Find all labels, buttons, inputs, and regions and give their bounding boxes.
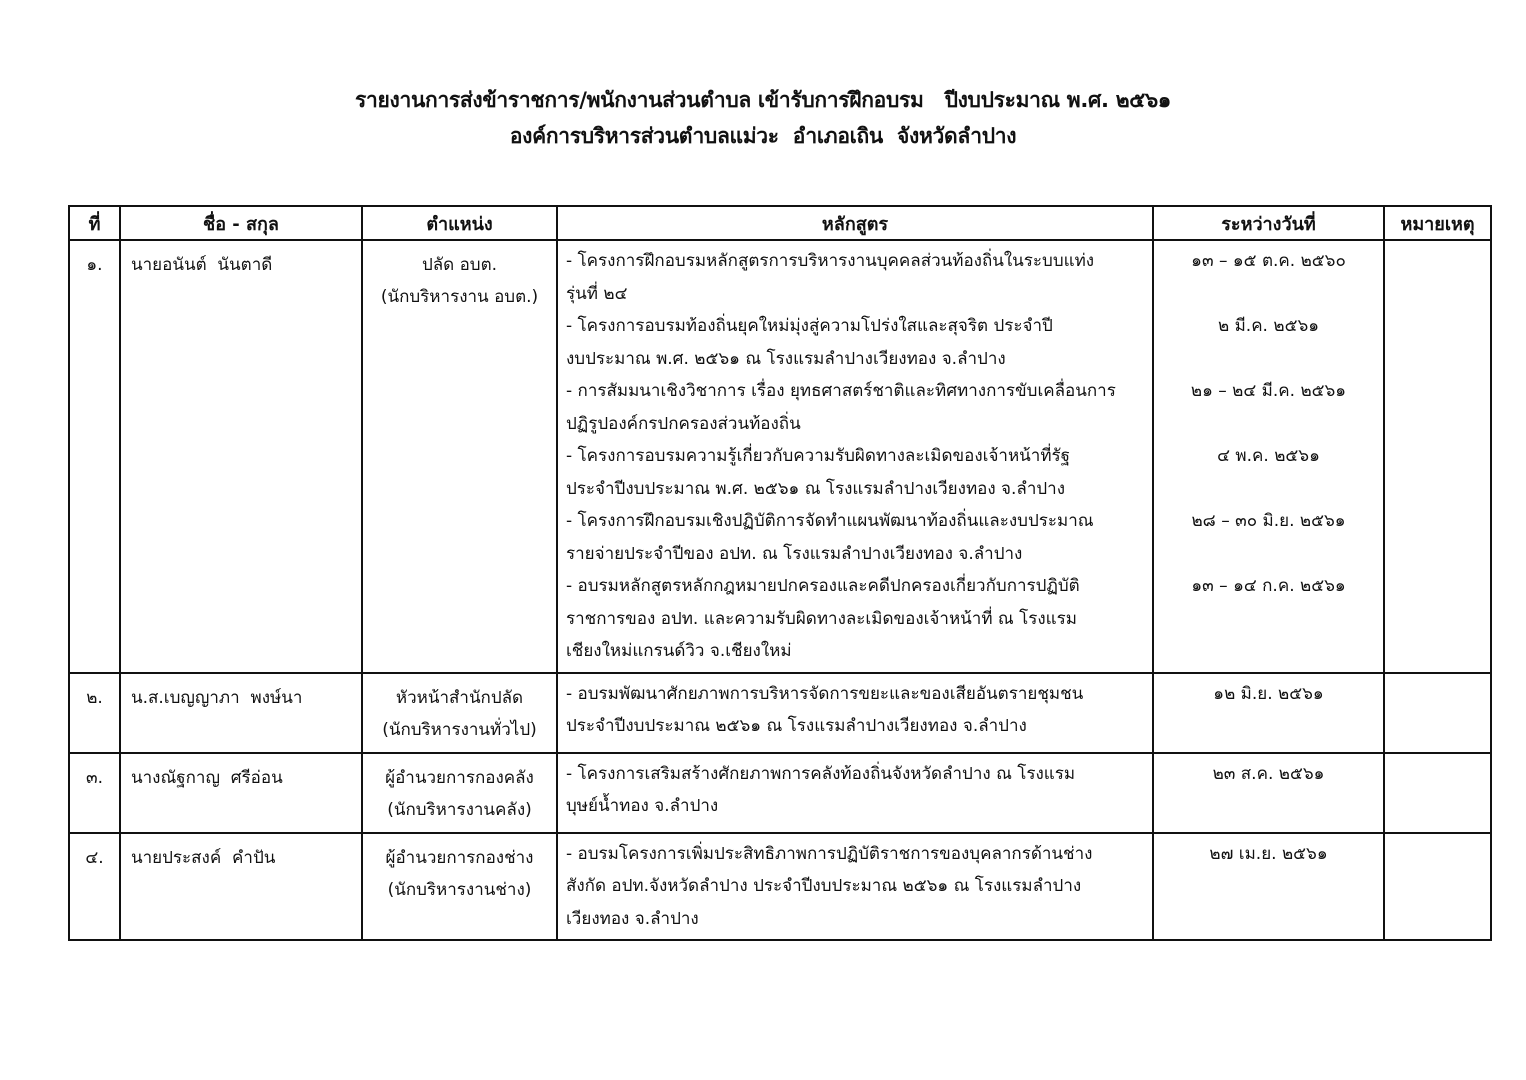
course-line: - โครงการฝึกอบรมเชิงปฏิบัติการจัดทำแผนพัฒนาท้องถิ่นและงบประมาณ — [566, 511, 1094, 531]
note-cell — [1384, 833, 1491, 941]
position-line: ปลัด อบต. — [421, 255, 498, 275]
table-row — [69, 753, 1491, 833]
course-item — [566, 678, 1146, 743]
course-item — [566, 375, 1146, 440]
course-line: รุ่นที่ ๒๔ — [566, 283, 628, 304]
training-date: ๒ มี.ค. ๒๕๖๑ — [1217, 316, 1320, 336]
course-line: ประจำปีงบประมาณ พ.ศ. ๒๕๖๑ ณ โรงแรมลำปางเวียงทอง จ.ลำปาง — [566, 478, 1066, 499]
position-line: หัวหน้าสำนักปลัด — [395, 687, 524, 708]
date-item — [1158, 245, 1379, 310]
date-spacer — [1158, 343, 1379, 376]
person-name-cell — [120, 673, 362, 753]
training-report-table — [68, 205, 1492, 941]
date-item — [1158, 310, 1379, 375]
column-header-name: ชื่อ - สกุล — [120, 206, 362, 240]
person-name-cell — [120, 833, 362, 941]
date-spacer — [1158, 903, 1379, 936]
date-spacer — [1158, 408, 1379, 441]
course-item — [566, 758, 1146, 823]
person-name-cell — [120, 753, 362, 833]
table-row — [69, 833, 1491, 941]
date-spacer — [1158, 870, 1379, 903]
course-line: เชียงใหม่แกรนด์วิว จ.เชียงใหม่ — [566, 641, 792, 661]
course-line: เวียงทอง จ.ลำปาง — [566, 908, 699, 929]
training-date: ๑๒ มิ.ย. ๒๕๖๑ — [1213, 683, 1324, 704]
date-cell — [1153, 673, 1384, 753]
course-item — [566, 245, 1146, 310]
position-line: (นักบริหารงานคลัง) — [387, 799, 532, 820]
row-number-cell — [69, 240, 120, 673]
position-line: ผู้อำนวยการกองคลัง — [385, 767, 534, 788]
position-line: ผู้อำนวยการกองช่าง — [385, 847, 534, 868]
person-name: นางณัฐกาญ ศรีอ่อน — [131, 767, 283, 788]
note-cell — [1384, 673, 1491, 753]
course-cell — [557, 753, 1153, 833]
note-cell — [1384, 753, 1491, 833]
course-line: - อบรมโครงการเพิ่มประสิทธิภาพการปฏิบัติราชการของบุคลากรด้านช่าง — [566, 843, 1093, 864]
course-cell — [557, 833, 1153, 941]
date-cell — [1153, 833, 1384, 941]
date-item — [1158, 570, 1379, 668]
course-item — [566, 838, 1146, 936]
row-number: ๔. — [85, 847, 104, 868]
position-cell — [362, 240, 557, 673]
course-line: - การสัมมนาเชิงวิชาการ เรื่อง ยุทธศาสตร์ชาติและทิศทางการขับเคลื่อนการ — [566, 381, 1116, 401]
position-line: (นักบริหารงาน อบต.) — [380, 287, 539, 307]
table-row — [69, 673, 1491, 753]
course-line: - โครงการเสริมสร้างศักยภาพการคลังท้องถิ่นจังหวัดลำปาง ณ โรงแรม — [566, 763, 1076, 784]
training-date: ๔ พ.ค. ๒๕๖๑ — [1217, 446, 1320, 466]
course-line: - โครงการฝึกอบรมหลักสูตรการบริหารงานบุคคลส่วนท้องถิ่นในระบบแท่ง — [566, 251, 1095, 271]
course-line: ราชการของ อปท. และความรับผิดทางละเมิดของเจ้าหน้าที่ ณ โรงแรม — [566, 608, 1077, 629]
row-number: ๓. — [85, 767, 104, 788]
column-header-course: หลักสูตร — [557, 206, 1153, 240]
table-body — [69, 240, 1491, 940]
course-line: บุษย์น้ำทอง จ.ลำปาง — [566, 796, 719, 816]
date-spacer — [1158, 635, 1379, 668]
course-line: ปฏิรูปองค์กรปกครองส่วนท้องถิ่น — [566, 413, 801, 434]
course-cell — [557, 240, 1153, 673]
training-date: ๒๘ – ๓๐ มิ.ย. ๒๕๖๑ — [1191, 511, 1346, 531]
person-name: นายอนันต์ นันตาดี — [131, 255, 273, 275]
person-name: น.ส.เบญญาภา พงษ์นา — [131, 687, 303, 708]
date-item — [1158, 440, 1379, 505]
column-header-no: ที่ — [69, 206, 120, 240]
column-header-position: ตำแหน่ง — [362, 206, 557, 240]
course-line: - โครงการอบรมท้องถิ่นยุคใหม่มุ่งสู่ความโปร่งใสและสุจริต ประจำปี — [566, 316, 1053, 336]
date-item — [1158, 838, 1379, 936]
position-cell — [362, 673, 557, 753]
person-name-cell — [120, 240, 362, 673]
training-date: ๒๓ ส.ค. ๒๕๖๑ — [1212, 763, 1325, 784]
course-item — [566, 505, 1146, 570]
date-spacer — [1158, 790, 1379, 823]
report-title-block — [0, 82, 1526, 154]
training-date: ๑๓ – ๑๔ ก.ค. ๒๕๖๑ — [1191, 576, 1346, 596]
row-number: ๒. — [86, 687, 103, 708]
row-number-cell — [69, 673, 120, 753]
row-number: ๑. — [86, 255, 103, 275]
course-line: - โครงการอบรมความรู้เกี่ยวกับความรับผิดทางละเมิดของเจ้าหน้าที่รัฐ — [566, 446, 1071, 466]
course-item — [566, 440, 1146, 505]
training-date: ๒๗ เม.ย. ๒๕๖๑ — [1209, 843, 1328, 864]
position-cell — [362, 833, 557, 941]
course-line: สังกัด อปท.จังหวัดลำปาง ประจำปีงบประมาณ ๒๕๖๑ ณ โรงแรมลำปาง — [566, 876, 1082, 896]
course-line: งบประมาณ พ.ศ. ๒๕๖๑ ณ โรงแรมลำปางเวียงทอง จ.ลำปาง — [566, 348, 1006, 369]
date-item — [1158, 375, 1379, 440]
date-spacer — [1158, 473, 1379, 506]
row-number-cell — [69, 833, 120, 941]
course-line: ประจำปีงบประมาณ ๒๕๖๑ ณ โรงแรมลำปางเวียงทอง จ.ลำปาง — [566, 716, 1027, 736]
date-cell — [1153, 240, 1384, 673]
date-spacer — [1158, 538, 1379, 571]
course-item — [566, 310, 1146, 375]
date-cell — [1153, 753, 1384, 833]
training-date: ๑๓ – ๑๕ ต.ค. ๒๕๖๐ — [1191, 251, 1346, 271]
table-row — [69, 240, 1491, 673]
date-item — [1158, 678, 1379, 743]
row-number-cell — [69, 753, 120, 833]
date-spacer — [1158, 710, 1379, 743]
date-item — [1158, 758, 1379, 823]
table-header-row — [69, 206, 1491, 240]
organization-title: องค์การบริหารส่วนตำบลแม่วะ อำเภอเถิน จังหวัดลำปาง — [509, 124, 1017, 148]
column-header-note: หมายเหตุ — [1384, 206, 1491, 240]
position-cell — [362, 753, 557, 833]
course-line: - อบรมหลักสูตรหลักกฎหมายปกครองและคดีปกครองเกี่ยวกับการปฏิบัติ — [566, 576, 1080, 596]
course-line: รายจ่ายประจำปีของ อปท. ณ โรงแรมลำปางเวียงทอง จ.ลำปาง — [566, 543, 1023, 564]
course-item — [566, 570, 1146, 668]
column-header-date: ระหว่างวันที่ — [1153, 206, 1384, 240]
note-cell — [1384, 240, 1491, 673]
report-title: รายงานการส่งข้าราชการ/พนักงานส่วนตำบล เข้ารับการฝึกอบรม ปีงบประมาณ พ.ศ. ๒๕๖๑ — [355, 88, 1171, 112]
date-spacer — [1158, 603, 1379, 636]
course-line: - อบรมพัฒนาศักยภาพการบริหารจัดการขยะและของเสียอันตรายชุมชน — [566, 683, 1084, 704]
training-date: ๒๑ – ๒๔ มี.ค. ๒๕๖๑ — [1190, 381, 1347, 401]
person-name: นายประสงค์ คำปัน — [131, 847, 276, 868]
course-cell — [557, 673, 1153, 753]
position-line: (นักบริหารงานช่าง) — [387, 879, 532, 900]
position-line: (นักบริหารงานทั่วไป) — [382, 719, 537, 740]
date-item — [1158, 505, 1379, 570]
date-spacer — [1158, 278, 1379, 311]
